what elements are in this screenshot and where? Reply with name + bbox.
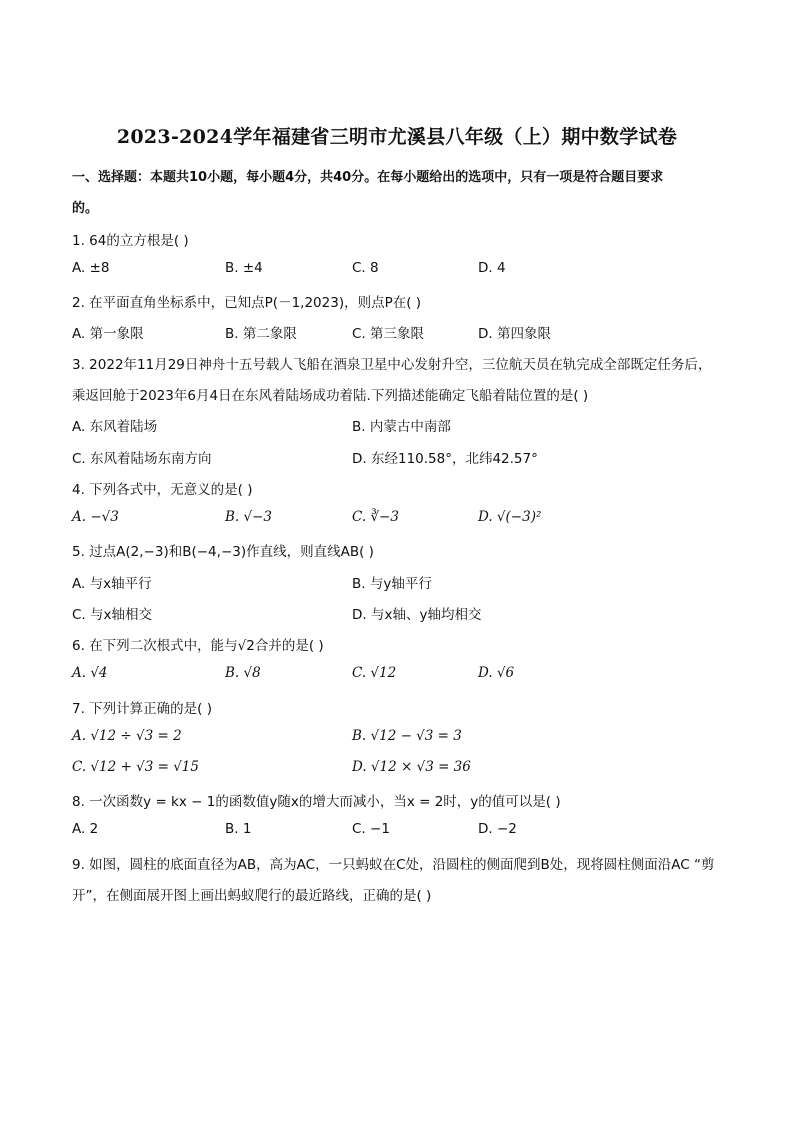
question-3-stem-line2: 乘返回舱于2023年6月4日在东风着陆场成功着陆.下列描述能确定飞船着陆位置的是( ) (72, 388, 589, 404)
question-8-option-a: A. 2 (72, 821, 99, 837)
section-heading-line1: 一、选择题：本题共10小题，每小题4分，共40分。在每小题给出的选项中，只有一项是符合题目要求 (72, 170, 664, 185)
question-7-option-b: B. √12 − √3 = 3 (352, 728, 462, 744)
question-6-option-a: A. √4 (72, 665, 108, 681)
page-title: 2023-2024学年福建省三明市尤溪县八年级（上）期中数学试卷 (116, 126, 678, 148)
section-heading-line2: 的。 (72, 201, 99, 216)
question-4-option-d: D. √(−3)² (478, 509, 542, 525)
question-4-stem: 4. 下列各式中，无意义的是( ) (72, 482, 253, 498)
question-1-option-c: C. 8 (352, 260, 379, 276)
question-3-option-b: B. 内蒙古中南部 (352, 419, 451, 435)
question-5-option-b: B. 与y轴平行 (352, 576, 432, 592)
question-2-option-a: A. 第一象限 (72, 326, 144, 342)
question-6-option-b: B. √8 (225, 665, 261, 681)
question-2-stem: 2. 在平面直角坐标系中，已知点P(－1,2023)，则点P在( ) (72, 295, 422, 311)
question-4-option-a: A. −√3 (72, 509, 119, 525)
question-4-option-b: B. √−3 (225, 509, 273, 525)
question-7-option-c: C. √12 + √3 = √15 (72, 759, 199, 775)
question-8-option-d: D. −2 (478, 821, 517, 837)
question-1-option-d: D. 4 (478, 260, 506, 276)
question-3-option-d: D. 东经110.58°，北纬42.57° (352, 451, 538, 467)
question-9-stem: 9. 如图，圆柱的底面直径为AB，高为AC，一只蚂蚁在C处，沿圆柱的侧面爬到B处，现将圆柱侧面沿AC “剪 (72, 857, 715, 873)
question-8-stem: 8. 一次函数y = kx − 1的函数值y随x的增大而减小，当x = 2时，y的值可以是( ) (72, 794, 561, 810)
question-9-stem-line2: 开”，在侧面展开图上画出蚂蚁爬行的最近路线，正确的是( ) (72, 888, 432, 904)
question-4-option-c: C. ∛−3 (352, 509, 399, 525)
question-6-option-c: C. √12 (352, 665, 397, 681)
question-1-option-b: B. ±4 (225, 260, 263, 276)
question-1-option-a: A. ±8 (72, 260, 110, 276)
question-6-option-d: D. √6 (478, 665, 515, 681)
question-8-option-c: C. −1 (352, 821, 390, 837)
question-7-option-a: A. √12 ÷ √3 = 2 (72, 728, 182, 744)
question-3-stem: 3. 2022年11月29日神舟十五号载人飞船在酒泉卫星中心发射升空，三位航天员在轨完成全部既定任务后， (72, 357, 712, 373)
question-6-stem: 6. 在下列二次根式中，能与√2合并的是( ) (72, 638, 324, 654)
question-5-option-a: A. 与x轴平行 (72, 576, 152, 592)
question-7-option-d: D. √12 × √3 = 36 (352, 759, 471, 775)
question-2-option-b: B. 第二象限 (225, 326, 297, 342)
question-8-option-b: B. 1 (225, 821, 252, 837)
question-3-option-c: C. 东风着陆场东南方向 (72, 451, 212, 467)
question-5-option-c: C. 与x轴相交 (72, 607, 152, 623)
question-5-option-d: D. 与x轴、y轴均相交 (352, 607, 482, 623)
question-2-option-c: C. 第三象限 (352, 326, 425, 342)
question-3-option-a: A. 东风着陆场 (72, 419, 158, 435)
question-7-stem: 7. 下列计算正确的是( ) (72, 701, 212, 717)
question-2-option-d: D. 第四象限 (478, 326, 551, 342)
question-5-stem: 5. 过点A(2,−3)和B(−4,−3)作直线，则直线AB( ) (72, 544, 374, 560)
question-1-stem: 1. 64的立方根是( ) (72, 233, 189, 249)
